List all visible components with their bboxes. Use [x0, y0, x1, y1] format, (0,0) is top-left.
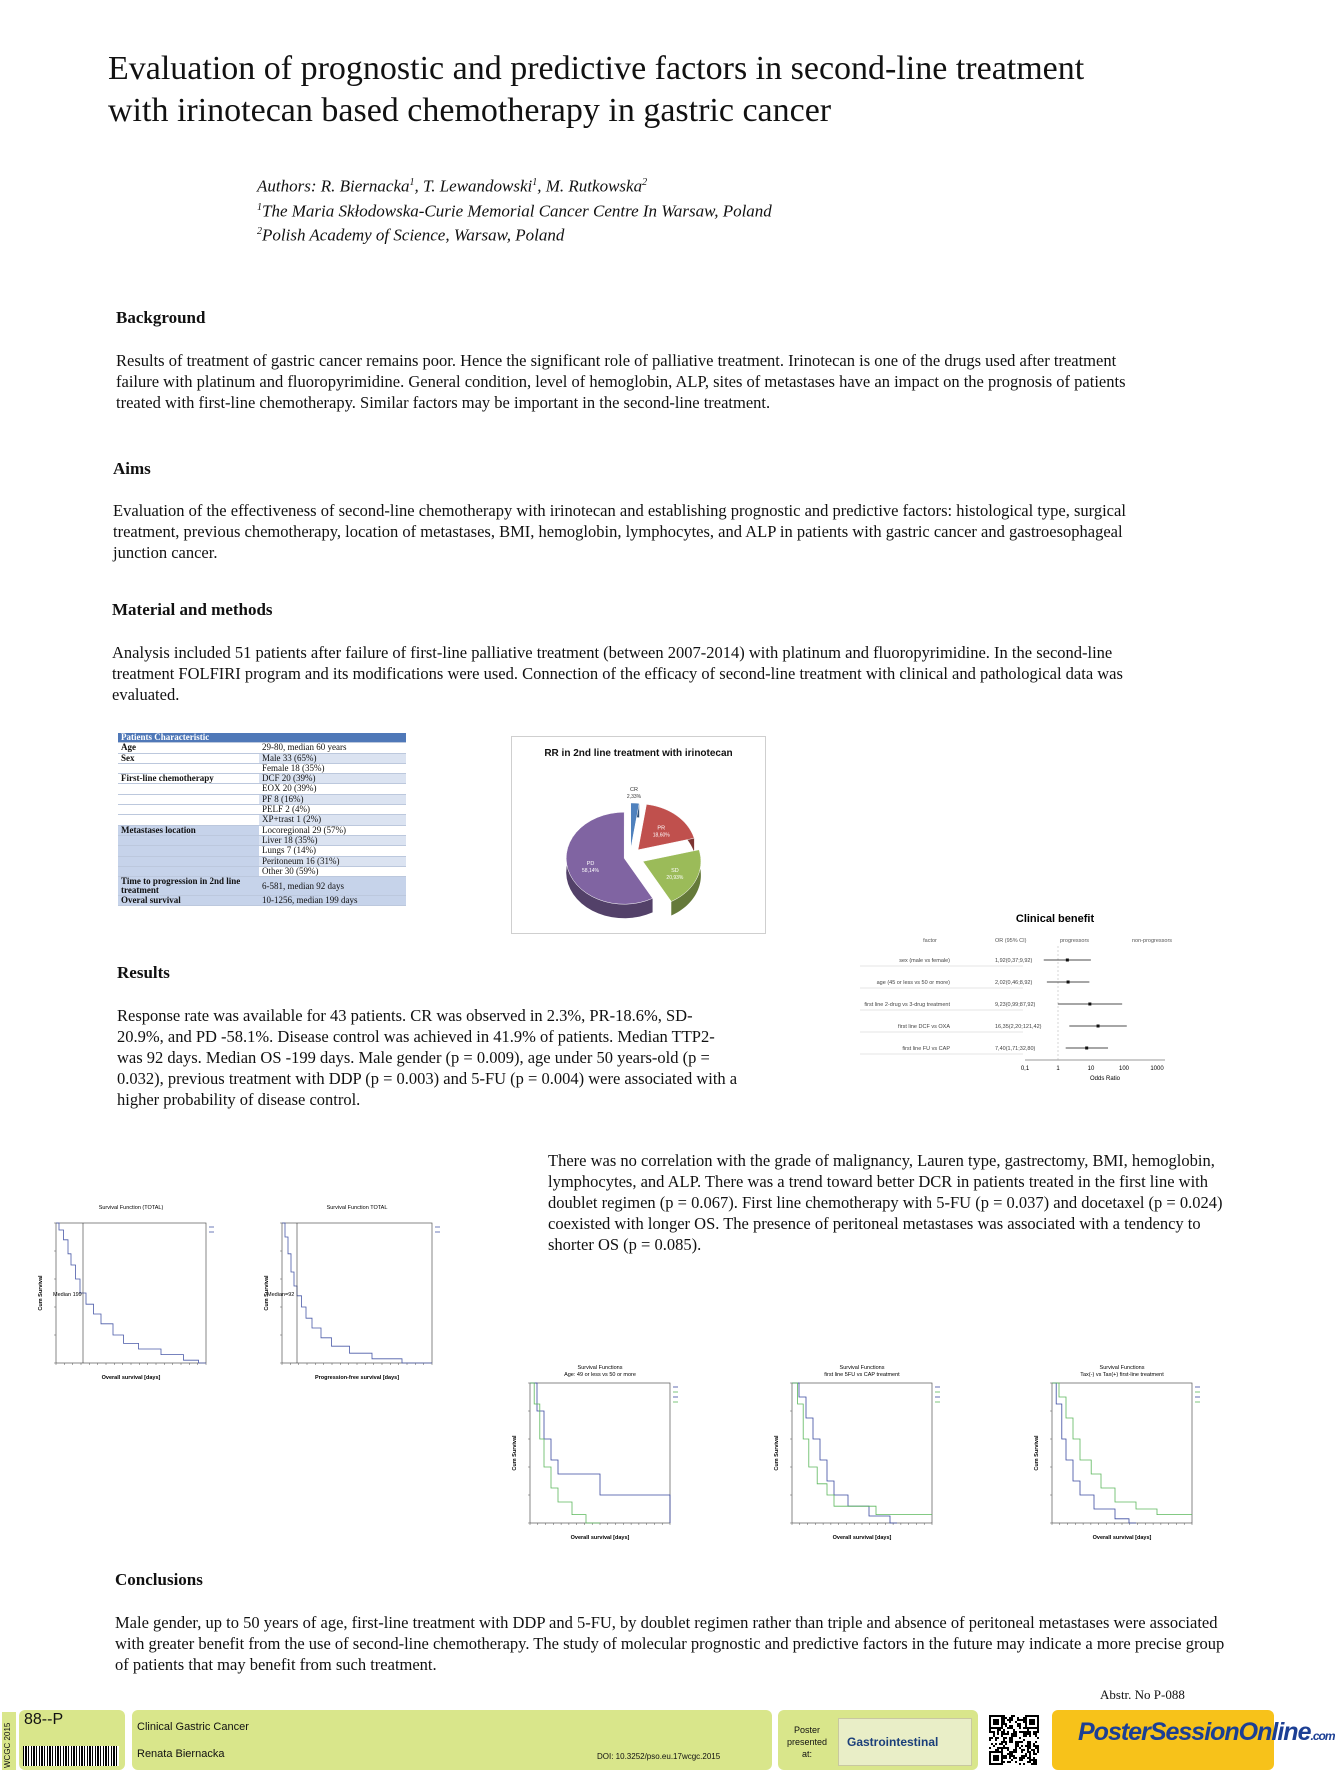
table-row	[118, 866, 406, 876]
pie-pct-PD: 58,14%	[582, 868, 600, 875]
table-cell-value: Male 33 (65%)	[259, 753, 406, 763]
table-cell-value: 6-581, median 92 days	[259, 877, 406, 896]
table-cell-key	[118, 835, 259, 845]
footer-side-tab	[2, 1712, 16, 1770]
forest-or-text: 7,40(1,71;32,80)	[995, 1046, 1036, 1052]
table-row	[118, 815, 406, 825]
forest-svg	[860, 910, 1180, 1080]
forest-or-text: 9,23(0,99;87,92)	[995, 1002, 1036, 1008]
postersessiononline-logo[interactable]	[1052, 1710, 1335, 1770]
table-cell-key: Time to progression in 2nd line treatment	[118, 877, 259, 896]
qr-code[interactable]	[985, 1710, 1043, 1770]
pie-slice-CR	[631, 803, 639, 849]
table-row	[118, 784, 406, 794]
aims-heading: Aims	[113, 459, 151, 478]
km-subtitle: Age: 49 or less vs 50 or more	[564, 1372, 636, 1378]
forest-col-header: OR (95% CI)	[995, 938, 1027, 944]
pie-label-SD: SD	[671, 868, 679, 875]
km-title: Survival Functions	[1099, 1365, 1145, 1371]
km-ylabel: Cum Survival	[512, 1435, 518, 1471]
table-cell-value: 10-1256, median 199 days	[259, 896, 406, 906]
table-row	[118, 763, 406, 773]
title-line-1: Evaluation of prognostic and predictive factors in second-line treatment	[108, 50, 1085, 87]
table-cell-value: XP+trast 1 (2%)	[259, 815, 406, 825]
congress-logo	[838, 1718, 972, 1766]
km-plot-total-pfs	[260, 1205, 500, 1390]
km2-svg	[260, 1205, 500, 1390]
table-row	[118, 794, 406, 804]
pie-pct-PR: 18,60%	[652, 832, 670, 839]
table-header: Patients Characteristic	[118, 733, 406, 743]
title-line-2: with irinotecan based chemotherapy in gastric cancer	[108, 92, 832, 129]
table-row	[118, 846, 406, 856]
aims-text: Evaluation of the effectiveness of second-line chemotherapy with irinotecan and establishing prognostic and predictive factors: histological type, surgical treatment, previous chemotherapy, location of metastases, BMI, hemoglobin, lymphocytes, and ALP in patients with gastric cancer and gastroesophageal junction cancer.	[113, 501, 1126, 562]
km-plot-age	[508, 1355, 748, 1550]
table-row	[118, 774, 406, 784]
table-cell-value: Locoregional 29 (57%)	[259, 825, 406, 835]
pie-label-PD: PD	[586, 861, 595, 868]
km-ylabel: Cum Survival	[1034, 1435, 1040, 1471]
brand-text	[1078, 1718, 1335, 1747]
forest-point	[1088, 1003, 1091, 1006]
table-row	[118, 856, 406, 866]
table-cell-key	[118, 805, 259, 815]
poster-number: 88--P	[24, 1711, 64, 1728]
background-text: Results of treatment of gastric cancer remains poor. Hence the significant role of palliative treatment. Irinotecan is one of the drugs used after treatment failure with platinum and fluoropyrimidine. General condition, level of hemoglobin, ALP, sites of metastases have an impact on the prognosis of patients treated with first-line chemotherapy. Similar factors may be important in the second-line treatment.	[116, 351, 1126, 412]
km-plot-5fu-cap	[770, 1355, 1010, 1550]
table-cell-value: 29-80, median 60 years	[259, 743, 406, 753]
forest-title: Clinical benefit	[1015, 913, 1095, 925]
forest-or-text: 16,35(2,20;121,42)	[995, 1024, 1042, 1030]
table-row	[118, 825, 406, 835]
side-label: WCGC 2015	[3, 1722, 12, 1768]
km-frame	[282, 1223, 432, 1363]
km-frame	[792, 1383, 932, 1523]
km-xlabel: Progression-free survival [days]	[314, 1375, 400, 1381]
km3-svg	[508, 1355, 748, 1550]
forest-point	[1067, 981, 1070, 984]
km-xlabel: Overall survival [days]	[101, 1375, 161, 1381]
table-cell-key	[118, 815, 259, 825]
km-plot-tax	[1030, 1355, 1270, 1550]
pie-pct-SD: 20,93%	[666, 875, 684, 882]
qr-code-icon	[985, 1710, 1043, 1770]
forest-col-header: progressors	[1060, 938, 1090, 944]
forest-col-header: factor	[923, 938, 937, 944]
poster-title	[108, 48, 1208, 132]
authors-block	[257, 172, 772, 246]
table-cell-key: Sex	[118, 753, 259, 763]
presented-at-label: Poster presented at:	[786, 1725, 828, 1759]
forest-or-text: 2,02(0,46;8,92)	[995, 980, 1033, 986]
km-median-label: Median 199	[53, 1291, 82, 1298]
table-cell-value: Female 18 (35%)	[259, 763, 406, 773]
table-cell-value: Peritoneum 16 (31%)	[259, 856, 406, 866]
table-row	[118, 835, 406, 845]
km-title: Survival Functions	[577, 1365, 623, 1371]
forest-plot	[860, 910, 1180, 1080]
affiliation-2: $^2$Polish Academy of Science, Warsaw, Poland	[257, 225, 565, 245]
forest-tick: 100	[1118, 1066, 1130, 1072]
table-row	[118, 877, 406, 896]
km-subtitle: Tax(-) vs Tax(+) first-line treatment	[1080, 1372, 1164, 1378]
table-cell-key	[118, 846, 259, 856]
forest-tick: 1000	[1150, 1066, 1164, 1072]
poster-number-box	[19, 1710, 125, 1770]
km5-svg	[1030, 1355, 1270, 1550]
table-cell-value: DCF 20 (39%)	[259, 774, 406, 784]
km-median-label: Median=92	[267, 1291, 295, 1298]
forest-xlabel: Odds Ratio	[1089, 1076, 1121, 1082]
forest-col-header: non-progressors	[1132, 938, 1173, 944]
table-row	[118, 753, 406, 763]
table-cell-key: Metastases location	[118, 825, 259, 835]
forest-factor: first line 2-drug vs 3-drug treatment	[864, 1002, 950, 1008]
table-cell-key: Overal survival	[118, 896, 259, 906]
table-cell-key	[118, 784, 259, 794]
pie-label-CR: CR	[630, 787, 638, 793]
forest-factor: sex (male vs female)	[899, 958, 950, 964]
table-row	[118, 896, 406, 906]
km-xlabel: Overall survival [days]	[1092, 1535, 1152, 1541]
pie-pct-CR: 2,33%	[626, 794, 642, 800]
methods-heading: Material and methods	[112, 600, 273, 619]
conclusions-text: Male gender, up to 50 years of age, first-line treatment with DDP and 5-FU, by doublet regimen rather than triple and absence of peritoneal metastases were associated with greater benefit from the use of second-line chemotherapy. The study of molecular prognostic and predictive factors in the future may indicate a more precise group of patients that may benefit from such treatment.	[115, 1613, 1225, 1674]
table-cell-key	[118, 866, 259, 876]
results-text-2: There was no correlation with the grade of malignancy, Lauren type, gastrectomy, BMI, hemoglobin, lymphocytes, and ALP. There was a trend toward better DCR in patients treated in the first line with doublet regimen (p = 0.067). First line chemotherapy with 5-FU (p = 0.037) and docetaxel (p = 0.024) coexisted with longer OS. The presence of peritoneal metastases was associated with a tendency to shorter OS (p = 0.085).	[548, 1151, 1223, 1254]
forest-factor: age (45 or less vs 50 or more)	[876, 980, 950, 986]
table-cell-key	[118, 794, 259, 804]
km-plot-total-os	[36, 1205, 276, 1390]
km-xlabel: Overall survival [days]	[832, 1535, 892, 1541]
footer-doi[interactable]: DOI: 10.3252/pso.eu.17wcgc.2015	[597, 1752, 721, 1761]
km-xlabel: Overall survival [days]	[570, 1535, 630, 1541]
pie-chart	[511, 736, 766, 934]
table-cell-value: Lungs 7 (14%)	[259, 846, 406, 856]
forest-factor: first line FU vs CAP	[902, 1046, 950, 1052]
table-cell-key	[118, 763, 259, 773]
table-cell-key: Age	[118, 743, 259, 753]
km-title: Survival Function (TOTAL)	[98, 1205, 164, 1211]
footer-category: Clinical Gastric Cancer	[137, 1721, 249, 1733]
forest-factor: first line DCF vs OXA	[898, 1024, 950, 1030]
km1-svg	[36, 1205, 276, 1390]
congress-name: Gastrointestinal	[847, 1735, 939, 1749]
background-heading: Background	[116, 308, 206, 327]
table-cell-key: First-line chemotherapy	[118, 774, 259, 784]
km-title: Survival Function TOTAL	[326, 1205, 388, 1211]
forest-point	[1085, 1047, 1088, 1050]
methods-text: Analysis included 51 patients after failure of first-line palliative treatment (between 2007-2014) with platinum and fluoropyrimidine. In the second-line treatment FOLFIRI program and its modifications were used. Connection of the efficacy of second-line treatment with clinical and pathological data was evaluated.	[112, 643, 1123, 704]
km-ylabel: Cum Survival	[774, 1435, 780, 1471]
conclusions-heading: Conclusions	[115, 1570, 203, 1589]
table-row	[118, 743, 406, 753]
forest-or-text: 1,92(0,37;9,92)	[995, 958, 1033, 964]
pie-slice-PR	[638, 804, 694, 850]
pie-title: RR in 2nd line treatment with irinotecan	[544, 748, 733, 759]
table-row	[118, 805, 406, 815]
presented-at-box	[778, 1710, 978, 1770]
forest-tick: 0,1	[1020, 1066, 1030, 1072]
pie-label-PR: PR	[657, 825, 666, 832]
footer-presenter: Renata Biernacka	[137, 1748, 225, 1760]
forest-tick: 10	[1087, 1066, 1095, 1072]
table-cell-key	[118, 856, 259, 866]
footer	[0, 1708, 1335, 1772]
table-cell-value: Liver 18 (35%)	[259, 835, 406, 845]
footer-info-box	[132, 1710, 772, 1770]
km-title: Survival Functions	[839, 1365, 885, 1371]
km4-svg	[770, 1355, 1010, 1550]
patients-table	[118, 733, 406, 906]
affiliation-1: $^1$The Maria Skłodowska-Curie Memorial Cancer Centre In Warsaw, Poland	[257, 201, 772, 221]
authors-line: Authors: R. Biernacka$^1$, T. Lewandowski$^1$, M. Rutkowska$^2$	[257, 176, 648, 196]
km-ylabel: Cum Survival	[38, 1275, 44, 1311]
km-ylabel: Cum Survival	[264, 1275, 270, 1311]
table-cell-value: EOX 20 (39%)	[259, 784, 406, 794]
abstract-number: Abstr. No P-088	[1100, 1687, 1185, 1702]
brand-part-1: Poster	[1078, 1718, 1150, 1746]
pie-svg	[512, 737, 765, 933]
patients-characteristic-table	[118, 733, 406, 906]
forest-point	[1097, 1025, 1100, 1028]
table-cell-value: Other 30 (59%)	[259, 866, 406, 876]
barcode	[23, 1746, 119, 1766]
forest-point	[1066, 959, 1069, 962]
brand-part-3: .com	[1310, 1729, 1335, 1743]
table-cell-value: PF 8 (16%)	[259, 794, 406, 804]
km-subtitle: first line 5FU vs CAP treatment	[824, 1372, 900, 1378]
results-text: Response rate was available for 43 patients. CR was observed in 2.3%, PR-18.6%, SD-20.9%, and PD -58.1%. Disease control was achieved in 41.9% of patients. Median TTP2-was 92 days. Median OS -199 days. Male gender (p = 0.009), age under 50 years-old (p = 0.032), previous treatment with DDP (p = 0.003) and 5-FU (p = 0.004) were associated with a higher probability of disease control.	[117, 1006, 738, 1109]
brand-part-2: SessionOnline	[1149, 1718, 1311, 1746]
results-heading: Results	[117, 963, 170, 982]
forest-tick: 1	[1056, 1066, 1060, 1072]
table-cell-value: PELF 2 (4%)	[259, 805, 406, 815]
